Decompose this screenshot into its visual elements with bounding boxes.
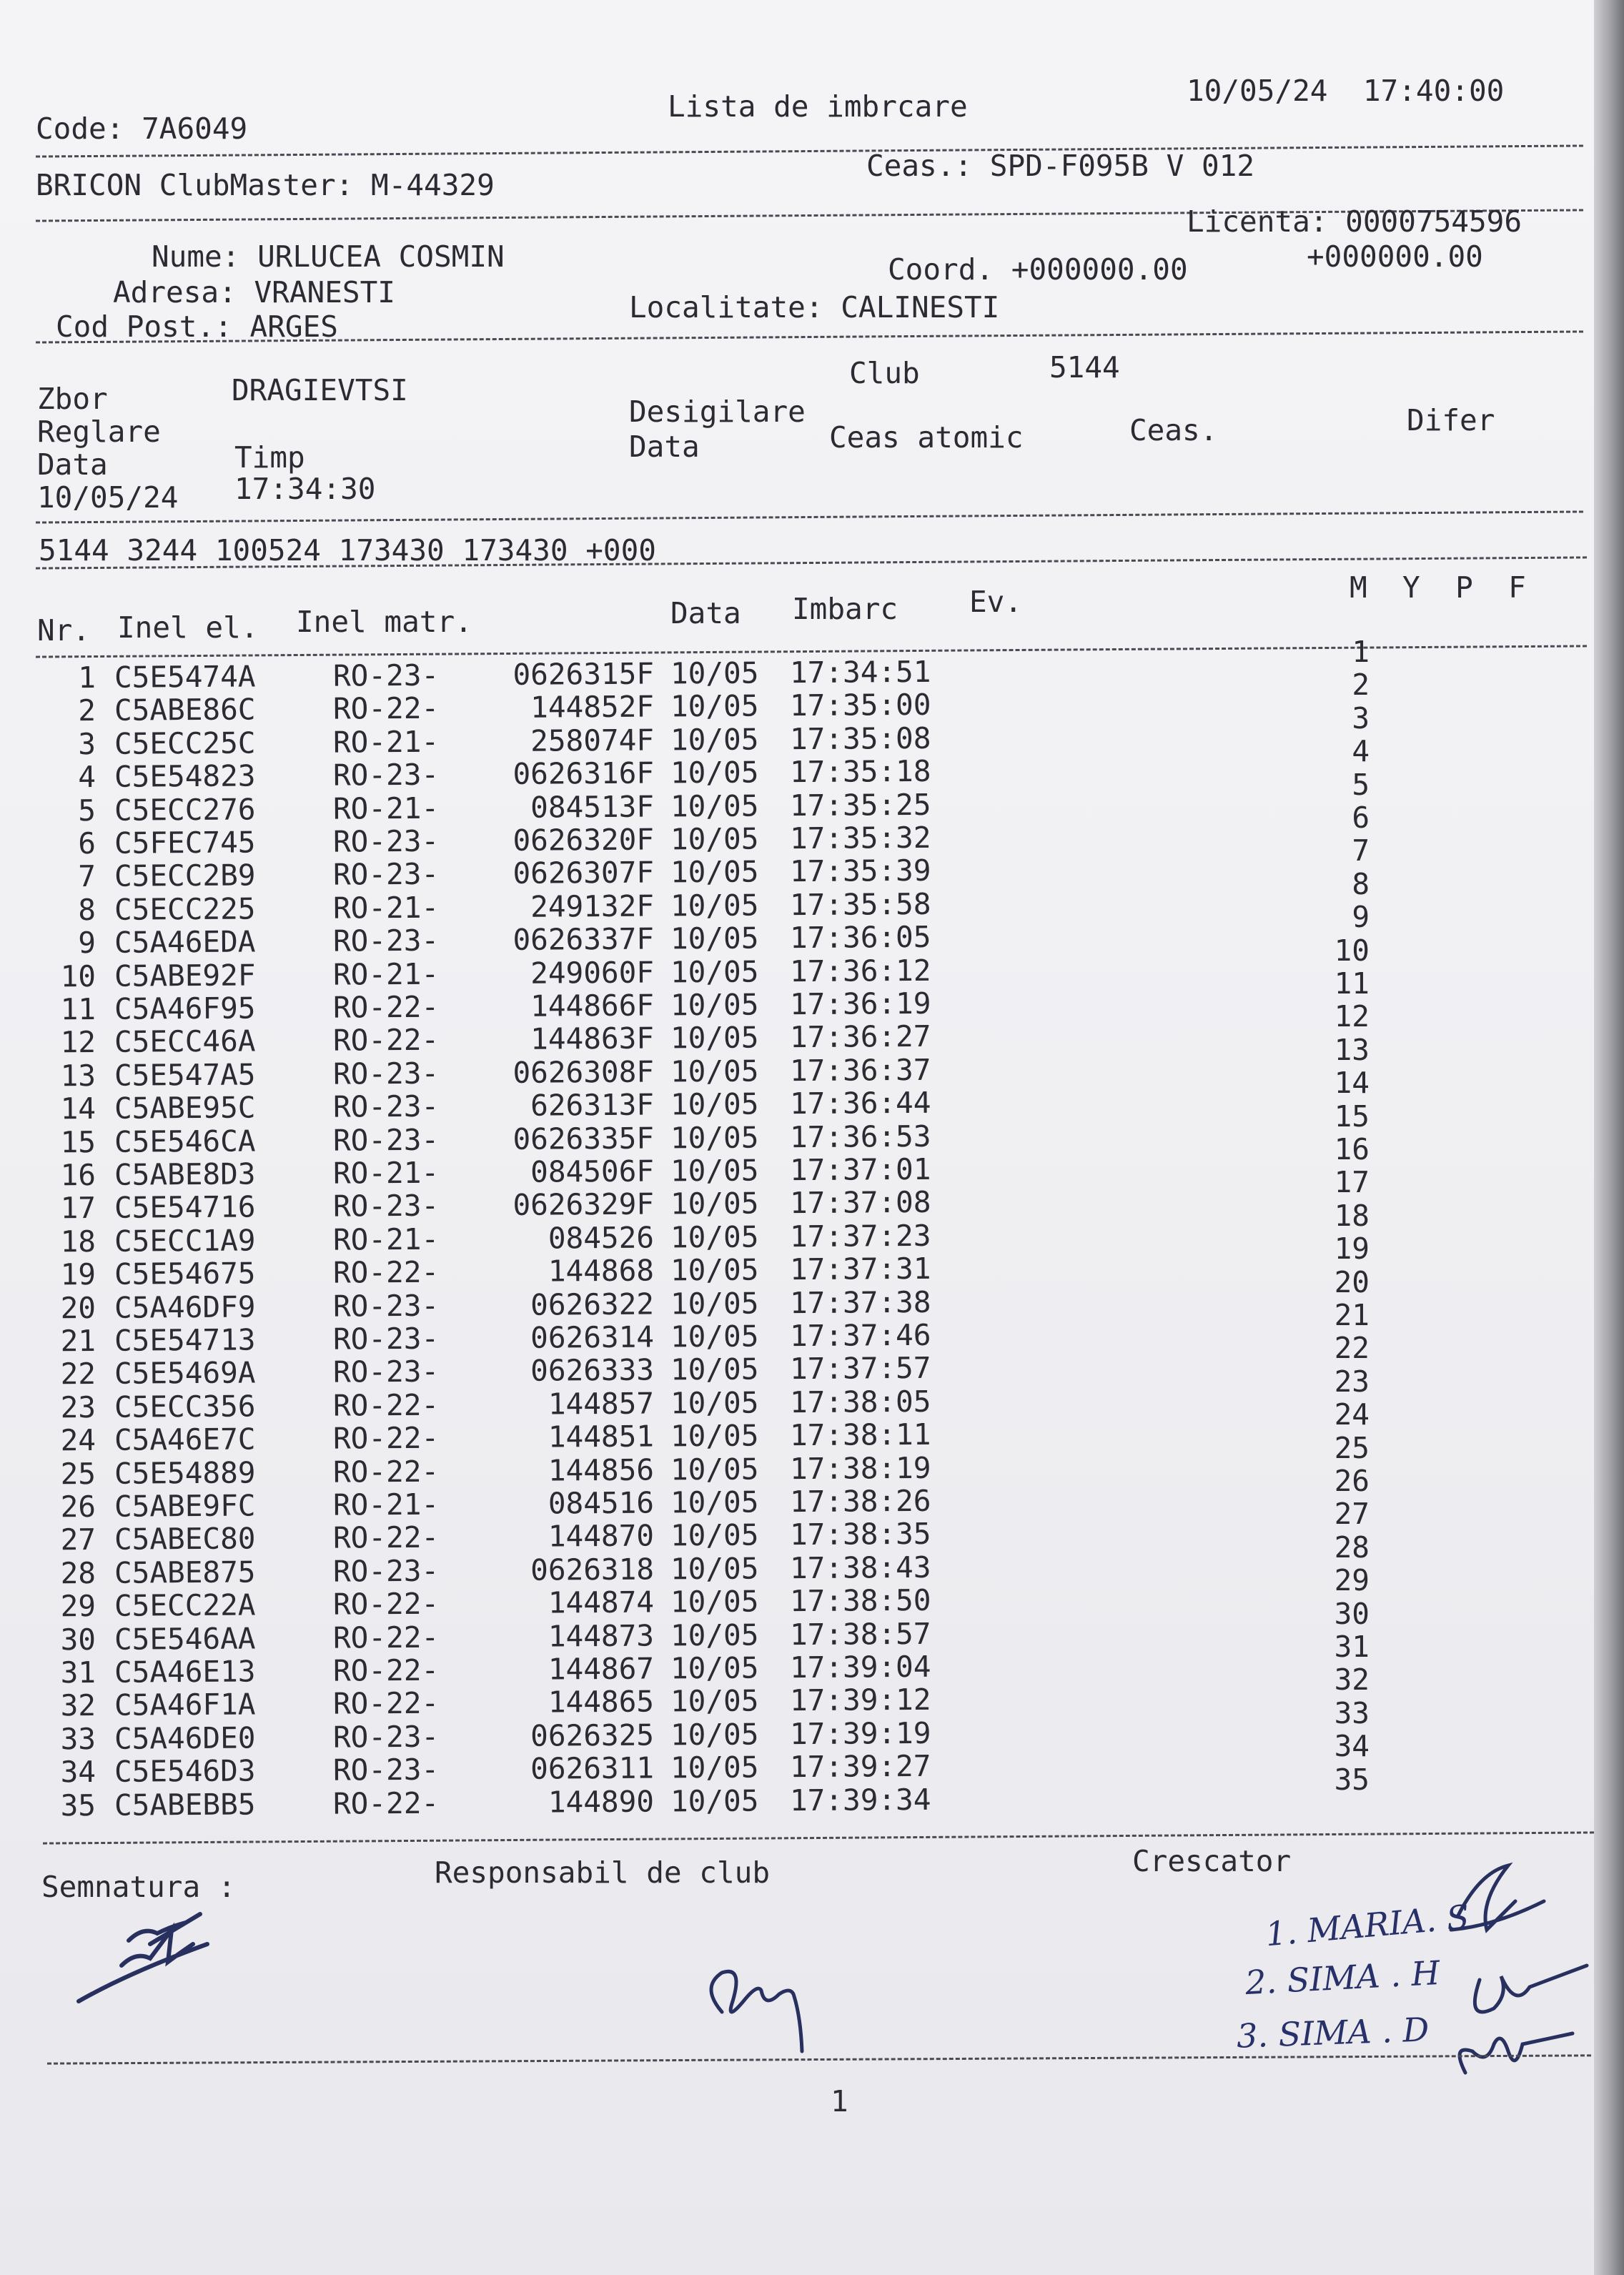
ring-number: 144851 [548, 1419, 655, 1454]
electronic-ring: C5ECC25C [114, 725, 256, 761]
reglare-label: Reglare [37, 415, 161, 449]
arrival-time: 17:37:31 [789, 1251, 931, 1287]
electronic-ring: C5E546D3 [114, 1753, 256, 1789]
ring-prefix: RO-23- [332, 823, 440, 859]
ring-number: 084506F [530, 1154, 655, 1189]
m-number: 18 [1334, 1198, 1370, 1233]
row-number: 33 [60, 1721, 96, 1757]
electronic-ring: C5E54675 [114, 1256, 256, 1292]
ring-number: 0626318 [530, 1552, 655, 1587]
m-number: 35 [1334, 1762, 1370, 1797]
arrival-date: 10/05 [670, 1418, 759, 1454]
ring-prefix: RO-23- [332, 1553, 440, 1589]
arrival-date: 10/05 [670, 688, 759, 724]
arrival-date: 10/05 [670, 1485, 759, 1520]
col-data: Data [670, 596, 741, 630]
row-number: 14 [60, 1091, 96, 1126]
ring-number: 144857 [548, 1386, 655, 1422]
arrival-date: 10/05 [670, 1086, 759, 1122]
row-number: 31 [60, 1655, 96, 1690]
ring-prefix: RO-23- [332, 1321, 440, 1357]
ring-prefix: RO-21- [332, 1221, 440, 1257]
ring-number: 0626325 [530, 1718, 655, 1753]
ring-number: 0626337F [513, 921, 655, 958]
m-number: 12 [1334, 999, 1370, 1034]
arrival-time: 17:38:26 [789, 1483, 931, 1520]
arrival-date: 10/05 [670, 1120, 759, 1155]
ring-number: 0626314 [530, 1319, 655, 1355]
col-ev: Ev. [969, 585, 1023, 619]
clock-code-line: 5144 3244 100524 173430 173430 +000 [39, 533, 656, 567]
row-number: 20 [60, 1290, 96, 1325]
ring-prefix: RO-22- [332, 1652, 440, 1688]
electronic-ring: C5ABE8D3 [114, 1156, 256, 1192]
arrival-date: 10/05 [670, 1517, 759, 1553]
row-number: 8 [78, 892, 96, 927]
clock-label: Ceas. [1129, 413, 1218, 447]
ring-prefix: RO-23- [332, 1089, 440, 1124]
m-number: 31 [1334, 1630, 1370, 1664]
m-number: 24 [1334, 1397, 1370, 1432]
arrival-date: 10/05 [670, 921, 759, 956]
electronic-ring: C5E54889 [114, 1454, 256, 1491]
ring-number: 144868 [548, 1253, 655, 1289]
m-number: 28 [1334, 1530, 1370, 1565]
ring-prefix: RO-23- [332, 1056, 440, 1091]
signature-scribble-left [64, 1901, 229, 2016]
ring-prefix: RO-21- [332, 956, 440, 992]
electronic-ring: C5ABE95C [114, 1090, 256, 1126]
row-number: 19 [60, 1257, 96, 1292]
divider [43, 1831, 1594, 1844]
ring-number: 084516 [548, 1485, 655, 1521]
arrival-time: 17:37:46 [789, 1317, 931, 1354]
col-mypf: M Y P F [1350, 570, 1526, 605]
arrival-time: 17:35:08 [789, 720, 931, 756]
row-number: 10 [60, 958, 96, 993]
electronic-ring: C5FEC745 [114, 825, 256, 861]
ring-number: 144870 [548, 1518, 655, 1554]
electronic-ring: C5E5469A [114, 1355, 256, 1392]
row-number: 9 [78, 926, 96, 961]
row-number: 13 [60, 1058, 96, 1094]
electronic-ring: C5E547A5 [114, 1057, 256, 1093]
m-number: 16 [1334, 1132, 1370, 1166]
electronic-ring: C5A46E13 [114, 1654, 256, 1690]
print-datetime: 10/05/24 17:40:00 [1187, 74, 1505, 108]
arrival-time: 17:36:12 [789, 953, 931, 988]
arrival-date: 10/05 [670, 1054, 759, 1089]
m-number: 30 [1334, 1596, 1370, 1631]
electronic-ring: C5A46E7C [114, 1422, 256, 1457]
electronic-ring: C5A46DF9 [114, 1289, 256, 1325]
col-inel-matr: Inel matr. [296, 605, 472, 639]
ring-number: 0626335F [513, 1121, 655, 1156]
electronic-ring: C5ABEC80 [114, 1521, 256, 1557]
ring-number: 144873 [548, 1618, 655, 1654]
arrival-time: 17:37:08 [789, 1185, 931, 1221]
ring-prefix: RO-23- [332, 1288, 440, 1324]
arrival-date: 10/05 [670, 1452, 759, 1487]
arrival-date: 10/05 [670, 1385, 759, 1421]
electronic-ring: C5ECC1A9 [114, 1223, 256, 1259]
handwritten-breeder-1: 1. MARIA. S [1264, 1897, 1471, 1954]
arrival-time: 17:38:19 [789, 1450, 931, 1486]
ring-prefix: RO-23- [332, 1354, 440, 1390]
clock-model: Ceas.: SPD-F095B V 012 [866, 149, 1255, 183]
ring-prefix: RO-22- [332, 1387, 440, 1423]
handwritten-breeder-2: 2. SIMA . H [1244, 1953, 1441, 2003]
arrival-time: 17:37:01 [789, 1151, 931, 1188]
electronic-ring: C5ECC276 [114, 791, 256, 828]
electronic-ring: C5A46F95 [114, 991, 256, 1026]
reglare-date: 10/05/24 [37, 480, 179, 515]
arrival-date: 10/05 [670, 1352, 759, 1387]
m-number: 7 [1352, 833, 1370, 868]
arrival-time: 17:36:19 [789, 986, 931, 1022]
m-number: 9 [1352, 900, 1370, 935]
m-number: 10 [1334, 933, 1370, 968]
licence-number: Licenta: 0000754596 [1187, 204, 1522, 239]
ring-prefix: RO-23- [332, 1719, 440, 1755]
m-number: 5 [1352, 767, 1370, 802]
signature-label: Semnatura : [41, 1870, 236, 1904]
ring-prefix: RO-21- [332, 1155, 440, 1191]
arrival-time: 17:35:18 [789, 753, 931, 790]
club-label: Club [849, 356, 920, 390]
code-label: Code: 7A6049 [36, 111, 248, 146]
electronic-ring: C5ABE875 [114, 1555, 256, 1590]
ring-number: 144865 [548, 1684, 655, 1720]
ring-number: 0626329F [513, 1186, 655, 1223]
arrival-date: 10/05 [670, 888, 759, 923]
m-number: 33 [1334, 1695, 1370, 1730]
desigilare-data-label: Data [629, 430, 700, 464]
ring-prefix: RO-22- [332, 1454, 440, 1490]
col-inel-el: Inel el. [117, 610, 259, 645]
arrival-date: 10/05 [670, 1286, 759, 1321]
ring-number: 249132F [530, 888, 655, 924]
electronic-ring: C5ECC2B9 [114, 858, 256, 894]
arrival-date: 10/05 [670, 1584, 759, 1620]
arrival-date: 10/05 [670, 1650, 759, 1686]
electronic-ring: C5E54823 [114, 758, 256, 794]
m-number: 26 [1334, 1464, 1370, 1498]
ring-prefix: RO-23- [332, 1188, 440, 1224]
m-number: 6 [1352, 801, 1370, 835]
arrival-time: 17:36:37 [789, 1052, 931, 1088]
row-number: 18 [60, 1224, 96, 1259]
ring-prefix: RO-22- [332, 1685, 440, 1722]
arrival-time: 17:38:57 [789, 1616, 931, 1652]
m-number: 23 [1334, 1364, 1370, 1399]
ring-prefix: RO-21- [332, 790, 440, 826]
ring-number: 0626320F [513, 822, 655, 858]
electronic-ring: C5A46F1A [114, 1687, 256, 1723]
desigilare-label: Desigilare [629, 395, 806, 429]
arrival-date: 10/05 [670, 987, 759, 1023]
m-number: 3 [1352, 700, 1370, 735]
ring-number: 258074F [530, 723, 655, 758]
arrival-date: 10/05 [670, 954, 759, 989]
m-number: 4 [1352, 734, 1370, 769]
arrival-time: 17:36:05 [789, 919, 931, 956]
ring-number: 0626333 [530, 1352, 655, 1389]
atomic-clock-label: Ceas atomic [829, 420, 1024, 455]
signature-scribble-right [1437, 1858, 1601, 2087]
ring-prefix: RO-23- [332, 856, 440, 893]
electronic-ring: C5ABE9FC [114, 1488, 256, 1524]
arrival-date: 10/05 [670, 655, 759, 691]
arrival-date: 10/05 [670, 1219, 759, 1255]
ring-prefix: RO-22- [332, 1620, 440, 1655]
row-number: 29 [60, 1589, 96, 1624]
row-number: 11 [60, 991, 96, 1027]
club-responsible-label: Responsabil de club [435, 1855, 770, 1890]
reglare-time-label: Timp [234, 440, 305, 475]
arrival-date: 10/05 [670, 1617, 759, 1652]
arrival-time: 17:38:35 [789, 1517, 931, 1552]
row-number: 25 [60, 1456, 96, 1491]
arrival-time: 17:35:25 [789, 787, 931, 823]
arrival-time: 17:37:38 [789, 1284, 931, 1320]
ring-prefix: RO-22- [332, 1420, 440, 1456]
electronic-ring: C5A46EDA [114, 924, 256, 960]
arrival-date: 10/05 [670, 1020, 759, 1056]
ring-number: 0626322 [530, 1287, 655, 1322]
ring-prefix: RO-21- [332, 724, 440, 760]
ring-number: 084513F [530, 789, 655, 825]
ring-prefix: RO-21- [332, 890, 440, 926]
handwritten-breeder-3: 3. SIMA . D [1236, 2010, 1430, 2056]
ring-number: 144856 [548, 1452, 655, 1488]
ring-prefix: RO-23- [332, 757, 440, 793]
row-number: 4 [78, 760, 96, 795]
electronic-ring: C5E546AA [114, 1620, 256, 1657]
flight-name: DRAGIEVTSI [232, 373, 408, 407]
arrival-time: 17:36:53 [789, 1119, 931, 1154]
arrival-time: 17:35:39 [789, 853, 931, 889]
divider [36, 510, 1583, 523]
ring-number: 0626316F [513, 755, 655, 792]
ring-prefix: RO-23- [332, 1122, 440, 1158]
m-number: 32 [1334, 1662, 1370, 1697]
row-number: 32 [60, 1688, 96, 1723]
row-number: 30 [60, 1622, 96, 1657]
m-number: 13 [1334, 1032, 1370, 1067]
col-imbarc: Imbarc [792, 592, 898, 626]
ring-number: 144863F [530, 1021, 655, 1057]
m-number: 20 [1334, 1264, 1370, 1299]
row-number: 2 [78, 693, 96, 728]
page-number: 1 [831, 2084, 848, 2118]
m-number: 19 [1334, 1231, 1370, 1267]
ring-prefix: RO-22- [332, 690, 440, 727]
arrival-date: 10/05 [670, 722, 759, 758]
electronic-ring: C5ECC225 [114, 891, 256, 927]
electronic-ring: C5E5474A [114, 659, 256, 695]
ring-prefix: RO-23- [332, 1752, 440, 1788]
arrival-time: 17:38:11 [789, 1417, 931, 1453]
ring-number: 144867 [548, 1651, 655, 1687]
arrival-time: 17:38:50 [789, 1582, 931, 1619]
m-number: 27 [1334, 1497, 1370, 1532]
ring-number: 144874 [548, 1585, 655, 1620]
arrival-date: 10/05 [670, 1186, 759, 1221]
electronic-ring: C5A46DE0 [114, 1720, 256, 1756]
row-number: 16 [60, 1157, 96, 1193]
arrival-time: 17:39:19 [789, 1715, 931, 1751]
row-number: 22 [60, 1357, 96, 1392]
ring-number: 0626311 [530, 1750, 655, 1786]
arrival-time: 17:39:34 [789, 1782, 931, 1818]
arrival-date: 10/05 [670, 821, 759, 857]
signature-scribble-middle [693, 1944, 822, 2066]
owner-address: Adresa: VRANESTI [113, 275, 395, 309]
arrival-date: 10/05 [670, 1683, 759, 1719]
coordinates-second: +000000.00 [1307, 239, 1483, 274]
arrival-time: 17:34:51 [789, 654, 931, 690]
arrival-time: 17:38:05 [789, 1384, 931, 1419]
arrival-time: 17:37:23 [789, 1218, 931, 1254]
locality: Localitate: CALINESTI [629, 290, 1000, 324]
arrival-date: 10/05 [670, 1153, 759, 1189]
arrival-date: 10/05 [670, 1551, 759, 1587]
ring-prefix: RO-22- [332, 1785, 440, 1821]
ring-number: 144852F [530, 689, 655, 725]
owner-postcode: Cod Post.: ARGES [56, 309, 338, 344]
row-number: 15 [60, 1124, 96, 1159]
coordinates: Coord. +000000.00 [888, 252, 1188, 287]
arrival-time: 17:35:58 [789, 886, 931, 922]
arrival-date: 10/05 [670, 1717, 759, 1753]
reglare-data-label: Data [37, 447, 108, 482]
arrival-date: 10/05 [670, 755, 759, 790]
m-number: 14 [1334, 1066, 1370, 1101]
row-number: 24 [60, 1423, 96, 1458]
m-number: 15 [1334, 1099, 1370, 1134]
ring-prefix: RO-22- [332, 1520, 440, 1556]
ring-prefix: RO-22- [332, 989, 440, 1025]
m-number: 11 [1334, 966, 1370, 1001]
arrival-time: 17:35:00 [789, 688, 931, 723]
clubmaster-label: BRICON ClubMaster: M-44329 [36, 168, 495, 202]
reglare-time: 17:34:30 [234, 472, 376, 506]
electronic-ring: C5E54713 [114, 1322, 256, 1358]
arrival-date: 10/05 [670, 788, 759, 823]
row-number: 27 [60, 1522, 96, 1557]
arrival-date: 10/05 [670, 1252, 759, 1288]
electronic-ring: C5E546CA [114, 1123, 256, 1159]
owner-name: Nume: URLUCEA COSMIN [152, 239, 505, 274]
row-number: 23 [60, 1389, 96, 1425]
arrival-time: 17:36:44 [789, 1085, 931, 1121]
row-number: 17 [60, 1191, 96, 1226]
row-number: 1 [78, 660, 96, 695]
ring-number: 0626315F [513, 656, 655, 692]
m-number: 21 [1334, 1298, 1370, 1332]
m-number: 22 [1334, 1331, 1370, 1366]
row-number: 26 [60, 1489, 96, 1525]
document-title: Lista de imbrcare [668, 89, 968, 124]
ring-prefix: RO-22- [332, 1022, 440, 1059]
ring-number: 084526 [548, 1220, 655, 1256]
ring-prefix: RO-22- [332, 1586, 440, 1622]
club-number: 5144 [1049, 350, 1120, 385]
m-number: 1 [1352, 635, 1370, 669]
breeder-label: Crescator [1132, 1844, 1292, 1878]
table-row [0, 1783, 1001, 1823]
row-number: 6 [78, 826, 96, 861]
m-number: 2 [1352, 668, 1370, 703]
ring-number: 626313F [530, 1087, 655, 1123]
m-number: 34 [1334, 1729, 1370, 1764]
row-number: 3 [78, 726, 96, 761]
page-edge-shadow [1594, 0, 1624, 2275]
electronic-ring: C5ECC46A [114, 1023, 256, 1060]
ring-number: 249060F [530, 955, 655, 991]
ring-prefix: RO-22- [332, 1254, 440, 1290]
arrival-date: 10/05 [670, 854, 759, 890]
arrival-time: 17:38:43 [789, 1550, 931, 1585]
m-number: 25 [1334, 1430, 1370, 1465]
arrival-time: 17:39:27 [789, 1748, 931, 1785]
m-number: 29 [1334, 1563, 1370, 1598]
col-nr: Nr. [37, 613, 91, 648]
ring-number: 0626307F [513, 855, 655, 891]
electronic-ring: C5ECC22A [114, 1587, 256, 1623]
ring-number: 0626308F [513, 1054, 655, 1090]
row-number: 28 [60, 1555, 96, 1591]
ring-number: 144866F [530, 988, 655, 1023]
arrival-date: 10/05 [670, 1319, 759, 1354]
ring-prefix: RO-23- [332, 923, 440, 958]
row-number: 34 [60, 1755, 96, 1790]
electronic-ring: C5ABE86C [114, 692, 256, 728]
m-number: 17 [1334, 1165, 1370, 1200]
ring-prefix: RO-23- [332, 658, 440, 693]
row-number: 35 [60, 1788, 96, 1823]
arrival-date: 10/05 [670, 1783, 759, 1818]
ring-prefix: RO-21- [332, 1487, 440, 1522]
arrival-time: 17:39:04 [789, 1649, 931, 1685]
ring-number: 144890 [548, 1784, 655, 1820]
row-number: 21 [60, 1323, 96, 1359]
electronic-ring: C5ABEBB5 [114, 1786, 256, 1823]
row-number: 7 [78, 859, 96, 894]
electronic-ring: C5ECC356 [114, 1389, 256, 1424]
difference-label: Difer [1407, 403, 1495, 437]
electronic-ring: C5E54716 [114, 1189, 256, 1226]
arrival-date: 10/05 [670, 1750, 759, 1785]
electronic-ring: C5ABE92F [114, 957, 256, 993]
row-number: 12 [60, 1025, 96, 1060]
arrival-time: 17:36:27 [789, 1019, 931, 1055]
arrival-time: 17:35:32 [789, 820, 931, 856]
divider [36, 144, 1583, 157]
arrival-time: 17:37:57 [789, 1351, 931, 1387]
row-number: 5 [78, 793, 96, 828]
arrival-time: 17:39:12 [789, 1682, 931, 1718]
flight-label: Zbor [37, 382, 108, 416]
m-number: 8 [1352, 866, 1370, 901]
